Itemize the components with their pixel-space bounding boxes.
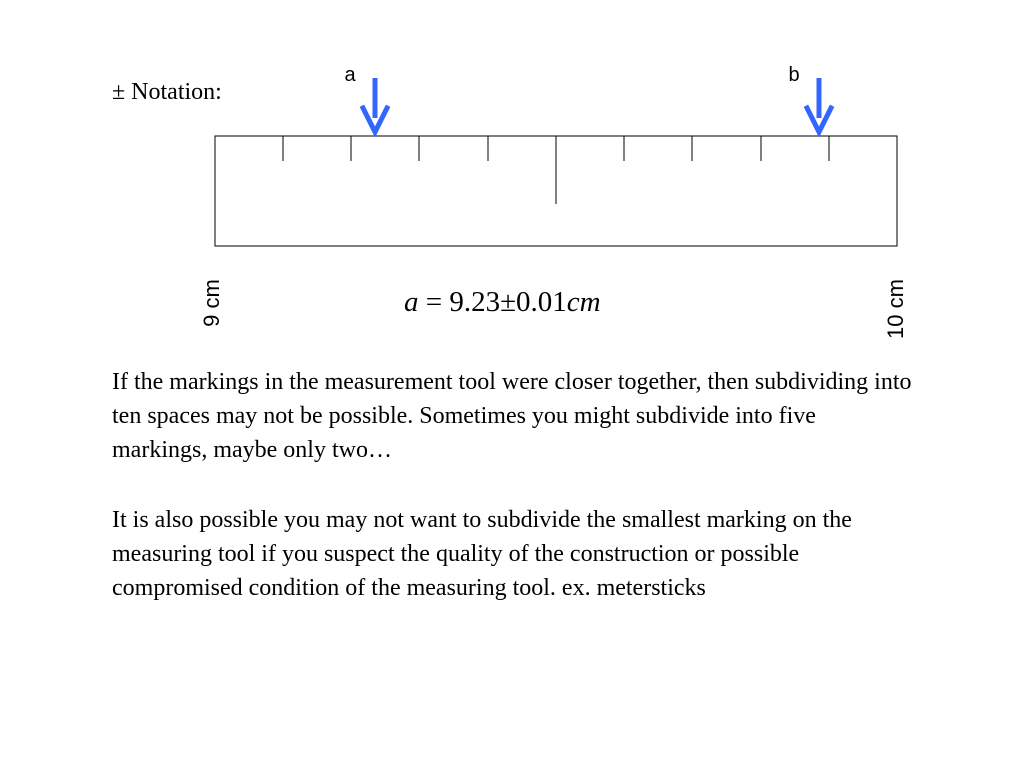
ruler-left-label: 9 cm [199,279,224,327]
arrow-a-label: a [344,64,356,86]
equation-uncertainty: 0.01 [516,286,567,318]
ruler-right-label: 10 cm [883,279,908,339]
equation-plus-minus: ± [500,286,517,318]
equation-variable: a [404,286,419,318]
equation-equals: = [418,286,450,318]
paragraph-subdivision: If the markings in the measurement tool were closer together, then subdividing into ten spaces may not be possible. Sometimes you might subdivide into five markings, maybe only two… [112,369,912,463]
arrow-a-icon [363,78,387,132]
arrow-b-icon [807,78,831,132]
paragraph-tool-quality: It is also possible you may not want to subdivide the smallest marking on the measuring tool if you suspect the quality of the construction or possible compromised condition of the measuring tool. ex. metersticks [112,507,852,601]
equation-value: 9.23 [449,286,501,318]
slide-heading: ± Notation: [112,79,222,105]
arrow-b-label: b [788,64,800,86]
measurement-equation [404,284,601,320]
equation-unit: cm [566,286,601,318]
